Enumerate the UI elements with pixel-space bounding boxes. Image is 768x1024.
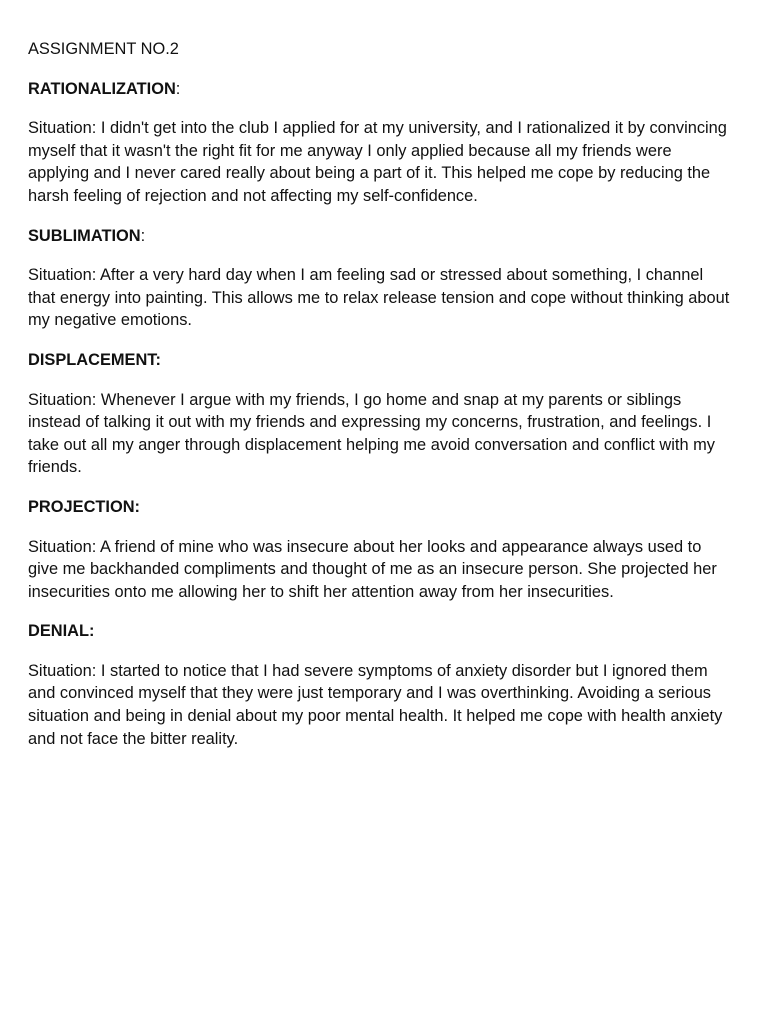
section-heading-sublimation [28, 225, 734, 248]
section-heading-denial [28, 620, 734, 643]
section-text-rationalization: Situation: I didn't get into the club I applied for at my university, and I rationalized it by convincing myself that it wasn't the right fit for me anyway I only applied because all my friends were applying and I never cared really about being a part of it. This helped me cope by reducing the harsh feeling of rejection and not affecting my self-confidence. [28, 119, 727, 205]
section-text-sublimation: Situation: After a very hard day when I am feeling sad or stressed about something, I channel that energy into painting. This allows me to relax release tension and cope without thinking about my negative emotions. [28, 266, 730, 330]
section-text-denial: Situation: I started to notice that I had severe symptoms of anxiety disorder but I ignored them and convinced myself that they were just temporary and I was overthinking. Avoiding a serious situation and being in denial about my poor mental health. It helped me cope with health anxiety and not face the bitter reality. [28, 661, 723, 748]
heading-text: DISPLACEMENT: [28, 350, 161, 369]
heading-colon: : [175, 79, 181, 98]
section-text-displacement: Situation: Whenever I argue with my friends, I go home and snap at my parents or siblings instead of talking it out with my friends and expressing my concerns, frustration, and feelings. I take out all my anger through displacement helping me avoid conversation and conflict with my friends. [28, 390, 715, 477]
heading-text: PROJECTION: [28, 497, 141, 516]
section-heading-projection [28, 496, 734, 519]
section-heading-rationalization [28, 78, 734, 101]
document-page [28, 38, 734, 767]
document-title: ASSIGNMENT NO.2 [28, 40, 179, 58]
section-heading-displacement [28, 349, 734, 372]
heading-text: SUBLIMATION [28, 226, 141, 245]
section-text-projection: Situation: A friend of mine who was insecure about her looks and appearance always used to give me backhanded compliments and thought of me as an insecure person. She projected her insecurities onto me allowing her to shift her attention away from her insecurities. [28, 537, 717, 601]
heading-text: DENIAL: [28, 622, 95, 641]
heading-text: RATIONALIZATION [28, 79, 176, 98]
heading-colon: : [140, 226, 146, 245]
